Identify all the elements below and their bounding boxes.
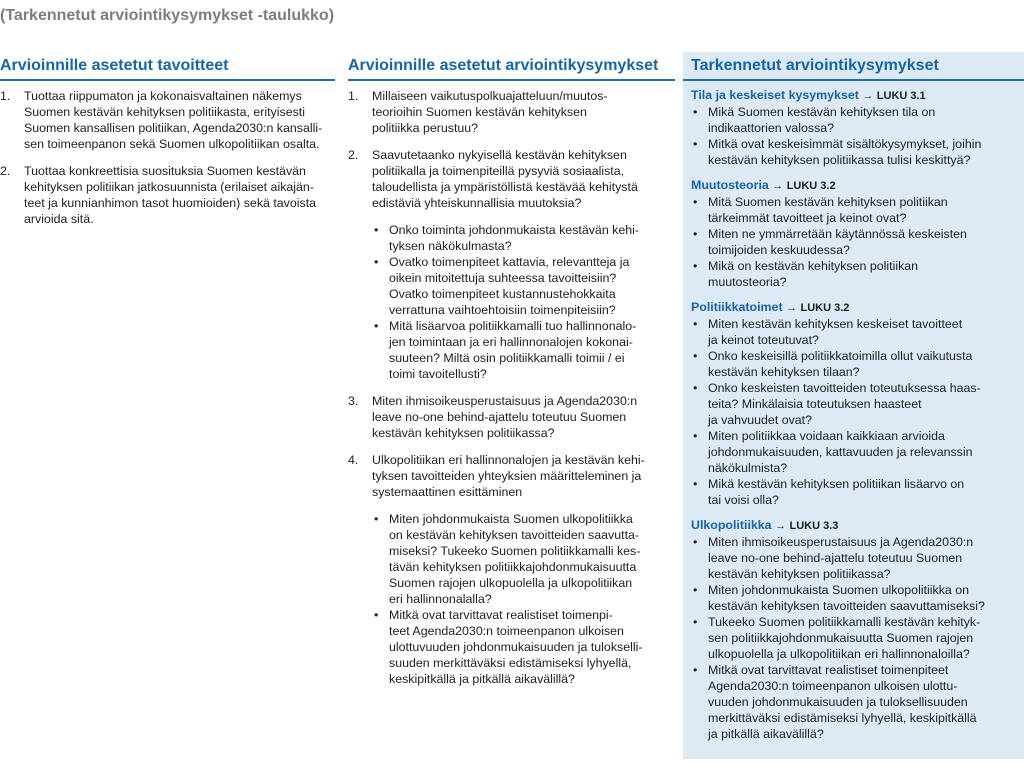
- objectives-list: [0, 88, 335, 227]
- bullet-icon: •: [693, 105, 698, 119]
- text-line: kestävän kehityksen tavoitteiden saavuttamiseksi?: [708, 599, 985, 613]
- bullet-list: [691, 534, 1014, 742]
- bullet-text: [708, 104, 1014, 136]
- text-line: Miten ihmisoikeusperustaisuus ja Agenda2030:n: [372, 394, 638, 408]
- text-line: muutosteoria?: [708, 275, 787, 289]
- text-line: suuteen? Miltä osin politiikkamalli toimii / ei: [389, 351, 625, 365]
- text-line: Mikä on kestävän kehityksen politiikan: [708, 259, 919, 273]
- bullet-icon: •: [693, 663, 698, 677]
- bullet-list: [691, 316, 1014, 508]
- bullet-item: [691, 476, 1014, 508]
- text-line: taloudellista ja ympäristöllistä kestävää kehitystä: [372, 180, 638, 194]
- bullet-icon: •: [693, 477, 698, 491]
- text-line: Miten ne ymmärretään käytännössä keskeisten: [708, 227, 967, 241]
- bullet-item: [372, 607, 675, 687]
- text-line: politiikka perustuu?: [372, 121, 479, 135]
- section-heading: [691, 517, 1014, 534]
- bullet-icon: •: [374, 255, 379, 269]
- text-line: Mitä lisäarvoa politiikkamalli tuo hallinnonalo-: [389, 319, 637, 333]
- bullet-item: [691, 136, 1014, 168]
- column-evaluation-questions: [348, 52, 675, 687]
- text-line: tyksen näkökulmasta?: [389, 239, 512, 253]
- item-text: [24, 163, 335, 227]
- bullet-text: [708, 380, 1014, 428]
- bullet-icon: •: [693, 227, 698, 241]
- bullet-text: [708, 316, 1014, 348]
- bullet-text: [389, 254, 675, 318]
- text-line: tai voisi olla?: [708, 493, 779, 507]
- bullet-icon: •: [693, 429, 698, 443]
- text-line: jen toimintaan ja eri hallinnonalojen kokonai-: [389, 335, 633, 349]
- bullet-text: [389, 222, 675, 254]
- text-line: ja vahvuudet ovat?: [708, 413, 813, 427]
- bullet-text: [389, 318, 675, 382]
- refined-section: [691, 299, 1014, 508]
- text-line: Ovatko toimenpiteet kattavia, relevantteja ja: [389, 255, 630, 269]
- numbered-item: [0, 88, 335, 152]
- chapter-reference: LUKU 3.2: [786, 180, 836, 192]
- text-line: tärkeimmät tavoitteet ja keinot ovat?: [708, 211, 907, 225]
- refined-section: [691, 87, 1014, 168]
- bullet-item: [372, 222, 675, 254]
- bullet-text: [708, 136, 1014, 168]
- bullet-item: [691, 614, 1014, 662]
- item-text: [372, 147, 675, 211]
- text-line: Miten politiikkaa voidaan kaikkiaan arvioida: [708, 429, 945, 443]
- item-number: 4.: [348, 453, 359, 467]
- text-line: kestävän kehityksen politiikassa?: [372, 426, 555, 440]
- text-line: verrattuna vaihtoehtoisiin toimenpiteisiin?: [389, 303, 616, 317]
- text-line: leave no-one behind-ajattelu toteutuu Suomen: [372, 410, 627, 424]
- column-heading: Tarkennetut arviointikysymykset: [683, 52, 1024, 81]
- text-line: arvioida sitä.: [24, 212, 94, 226]
- bullet-icon: •: [374, 512, 379, 526]
- text-line: sen toimeenpanon sekä Suomen ulkopolitiikan osalta.: [24, 137, 320, 151]
- bullet-icon: •: [374, 608, 379, 622]
- text-line: Miten johdonmukaista Suomen ulkopolitiikka: [389, 512, 633, 526]
- text-line: näkökulmista?: [708, 461, 788, 475]
- bullet-item: [691, 534, 1014, 582]
- item-text: [24, 88, 335, 152]
- bullet-text: [708, 194, 1014, 226]
- text-line: on kestävän kehityksen tavoitteiden saavutta-: [389, 528, 640, 542]
- text-line: politiikalla ja toimenpiteillä pysyviä sosiaalista,: [372, 164, 625, 178]
- bullet-text: [708, 582, 1014, 614]
- bullet-item: [691, 662, 1014, 742]
- text-line: Suomen kestävän kehityksen politiikasta, erityisesti: [24, 105, 305, 119]
- bullet-icon: •: [374, 319, 379, 333]
- chapter-reference: LUKU 3.1: [876, 90, 926, 102]
- column-heading: Arvioinnille asetetut tavoitteet: [0, 52, 335, 81]
- bullet-text: [708, 258, 1014, 290]
- evaluation-questions-list: [348, 88, 675, 687]
- refined-section: [691, 517, 1014, 742]
- bullet-icon: •: [693, 381, 698, 395]
- text-line: Agenda2030:n toimeenpanon ulkoisen ulottu-: [708, 679, 958, 693]
- chapter-reference: LUKU 3.2: [800, 302, 850, 314]
- text-line: systemaattinen esittäminen: [372, 485, 523, 499]
- text-line: ulkopuolella ja ulkopolitiikan eri hallinnonaloilla?: [708, 647, 970, 661]
- bullet-item: [691, 104, 1014, 136]
- item-number: 1.: [348, 89, 359, 103]
- bullet-item: [691, 258, 1014, 290]
- bullet-list: [372, 222, 675, 382]
- section-title: Politiikkatoimet: [691, 300, 783, 314]
- text-line: kestävän kehityksen tilaan?: [708, 365, 860, 379]
- text-line: leave no-one behind-ajattelu toteutuu Suomen: [708, 551, 963, 565]
- arrow-icon: →: [772, 180, 784, 192]
- text-line: Miten kestävän kehityksen keskeiset tavoitteet: [708, 317, 963, 331]
- text-line: Miten johdonmukaista Suomen ulkopolitiikka on: [708, 583, 970, 597]
- bullet-text: [708, 428, 1014, 476]
- text-line: Suomen rajojen ulkopuolella ja ulkopolitiikan: [389, 576, 633, 590]
- bullet-icon: •: [693, 195, 698, 209]
- text-line: oikein mitoitettuja suhteessa tavoitteisiin?: [389, 271, 617, 285]
- bullet-icon: •: [693, 137, 698, 151]
- text-line: ja pitkällä aikavälillä?: [708, 727, 824, 741]
- text-line: kestävän kehityksen politiikassa tulisi keskittyä?: [708, 153, 971, 167]
- bullet-item: [691, 316, 1014, 348]
- item-text: [372, 452, 675, 500]
- text-line: Mitkä ovat tarvittavat realistiset toimenpi-: [389, 608, 613, 622]
- arrow-icon: →: [775, 520, 787, 532]
- numbered-item: [348, 393, 675, 441]
- bullet-list: [691, 194, 1014, 290]
- text-line: Onko keskeisten tavoitteiden toteutuksessa haas-: [708, 381, 981, 395]
- text-line: Onko toiminta johdonmukaista kestävän kehi-: [389, 223, 640, 237]
- bullet-item: [372, 511, 675, 607]
- arrow-icon: →: [862, 90, 874, 102]
- chapter-reference: LUKU 3.3: [789, 520, 839, 532]
- section-title: Tila ja keskeiset kysymykset: [691, 88, 859, 102]
- bullet-text: [708, 348, 1014, 380]
- text-line: ja keinot toteutuvat?: [708, 333, 819, 347]
- text-line: johdonmukaisuuden, kattavuuden ja relevanssin: [708, 445, 973, 459]
- bullet-item: [372, 254, 675, 318]
- text-line: Mitkä ovat tarvittavat realistiset toimenpiteet: [708, 663, 949, 677]
- section-heading: [691, 87, 1014, 104]
- bullet-icon: •: [374, 223, 379, 237]
- text-line: Tuottaa riippumaton ja kokonaisvaltainen näkemys: [24, 89, 302, 103]
- column-heading: Arvioinnille asetetut arviointikysymykset: [348, 52, 675, 81]
- item-number: 3.: [348, 394, 359, 408]
- text-line: teita? Minkälaisia toteutuksen haasteet: [708, 397, 922, 411]
- numbered-item: [348, 88, 675, 136]
- text-line: Saavutetaanko nykyisellä kestävän kehityksen: [372, 148, 627, 162]
- text-line: kestävän kehityksen politiikassa?: [708, 567, 891, 581]
- text-line: Ulkopolitiikan eri hallinnonalojen ja kestävän kehi-: [372, 453, 645, 467]
- section-title: Ulkopolitiikka: [691, 518, 772, 532]
- bullet-text: [708, 476, 1014, 508]
- text-line: indikaattorien valossa?: [708, 121, 835, 135]
- bullet-list: [372, 511, 675, 687]
- item-number: 2.: [0, 164, 11, 178]
- bullet-text: [708, 226, 1014, 258]
- text-line: eri hallinnonalalla?: [389, 592, 492, 606]
- text-line: Mitkä ovat keskeisimmät sisältökysymykset, joihin: [708, 137, 982, 151]
- bullet-item: [691, 226, 1014, 258]
- text-line: toimijoiden keskuudessa?: [708, 243, 850, 257]
- text-line: Tuottaa konkreettisia suosituksia Suomen kestävän: [24, 164, 306, 178]
- bullet-item: [691, 428, 1014, 476]
- text-line: Suomen kansallisen politiikan, Agenda2030:n kansalli-: [24, 121, 323, 135]
- bullet-text: [389, 607, 675, 687]
- bullet-icon: •: [693, 615, 698, 629]
- bullet-text: [708, 614, 1014, 662]
- text-line: merkittäväksi edistämiseksi lyhyellä, keskipitkällä: [708, 711, 977, 725]
- text-line: tyksen tavoitteiden yhteyksien määritteleminen ja: [372, 469, 642, 483]
- text-line: Mikä Suomen kestävän kehityksen tila on: [708, 105, 936, 119]
- text-line: edistäviä yhteiskunnallisia muutoksia?: [372, 196, 582, 210]
- numbered-item: [348, 147, 675, 382]
- text-line: toimi tavoitellusti?: [389, 367, 487, 381]
- text-line: vuuden johdonmukaisuuden ja tuloksellisuuden: [708, 695, 968, 709]
- item-number: 2.: [348, 148, 359, 162]
- bullet-icon: •: [693, 583, 698, 597]
- refined-section: [691, 177, 1014, 290]
- column-objectives: [0, 52, 335, 227]
- text-line: teet Agenda2030:n toimeenpanon ulkoisen: [389, 624, 624, 638]
- text-line: keskipitkällä ja pitkällä aikavälillä?: [389, 672, 575, 686]
- item-text: [372, 393, 675, 441]
- bullet-item: [691, 380, 1014, 428]
- text-line: Mitä Suomen kestävän kehityksen politiikan: [708, 195, 948, 209]
- item-number: 1.: [0, 89, 11, 103]
- text-line: Mikä kestävän kehityksen politiikan lisäarvo on: [708, 477, 965, 491]
- text-line: Millaiseen vaikutuspolkuajatteluun/muutos-: [372, 89, 608, 103]
- text-line: ulottuvuuden johdonmukaisuuden ja tulokselli-: [389, 640, 643, 654]
- text-line: Miten ihmisoikeusperustaisuus ja Agenda2030:n: [708, 535, 974, 549]
- text-line: teorioihin Suomen kestävän kehityksen: [372, 105, 587, 119]
- text-line: miseksi? Tukeeko Suomen politiikkamalli kes-: [389, 544, 641, 558]
- text-line: tävän kehityksen politiikkajohdonmukaisuutta: [389, 560, 637, 574]
- bullet-icon: •: [693, 535, 698, 549]
- bullet-item: [691, 582, 1014, 614]
- text-line: Tukeeko Suomen politiikkamalli kestävän kehityk-: [708, 615, 981, 629]
- text-line: sen politiikkajohdonmukaisuutta Suomen rajojen: [708, 631, 974, 645]
- bullet-item: [691, 194, 1014, 226]
- refined-questions-body: [683, 87, 1024, 742]
- text-line: Ovatko toimenpiteet kustannustehokkaita: [389, 287, 616, 301]
- bullet-icon: •: [693, 317, 698, 331]
- bullet-text: [708, 662, 1014, 742]
- section-heading: [691, 177, 1014, 194]
- bullet-item: [691, 348, 1014, 380]
- bullet-item: [372, 318, 675, 382]
- text-line: teet ja kunnianhimon tasot huomioiden) sekä tavoista: [24, 196, 317, 210]
- text-line: Onko keskeisillä politiikkatoimilla ollut vaikutusta: [708, 349, 973, 363]
- section-heading: [691, 299, 1014, 316]
- section-title: Muutosteoria: [691, 178, 769, 192]
- bullet-icon: •: [693, 259, 698, 273]
- bullet-text: [389, 511, 675, 607]
- numbered-item: [0, 163, 335, 227]
- item-text: [372, 88, 675, 136]
- column-refined-questions: [683, 52, 1024, 759]
- text-line: suuden merkittäväksi edistämiseksi lyhyellä,: [389, 656, 632, 670]
- bullet-icon: •: [693, 349, 698, 363]
- arrow-icon: →: [786, 302, 798, 314]
- table-caption: (Tarkennetut arviointikysymykset -taulukko): [0, 7, 335, 24]
- bullet-text: [708, 534, 1014, 582]
- text-line: kehityksen politiikan jatkosuunnista (erilaiset aikajän-: [24, 180, 314, 194]
- bullet-list: [691, 104, 1014, 168]
- numbered-item: [348, 452, 675, 687]
